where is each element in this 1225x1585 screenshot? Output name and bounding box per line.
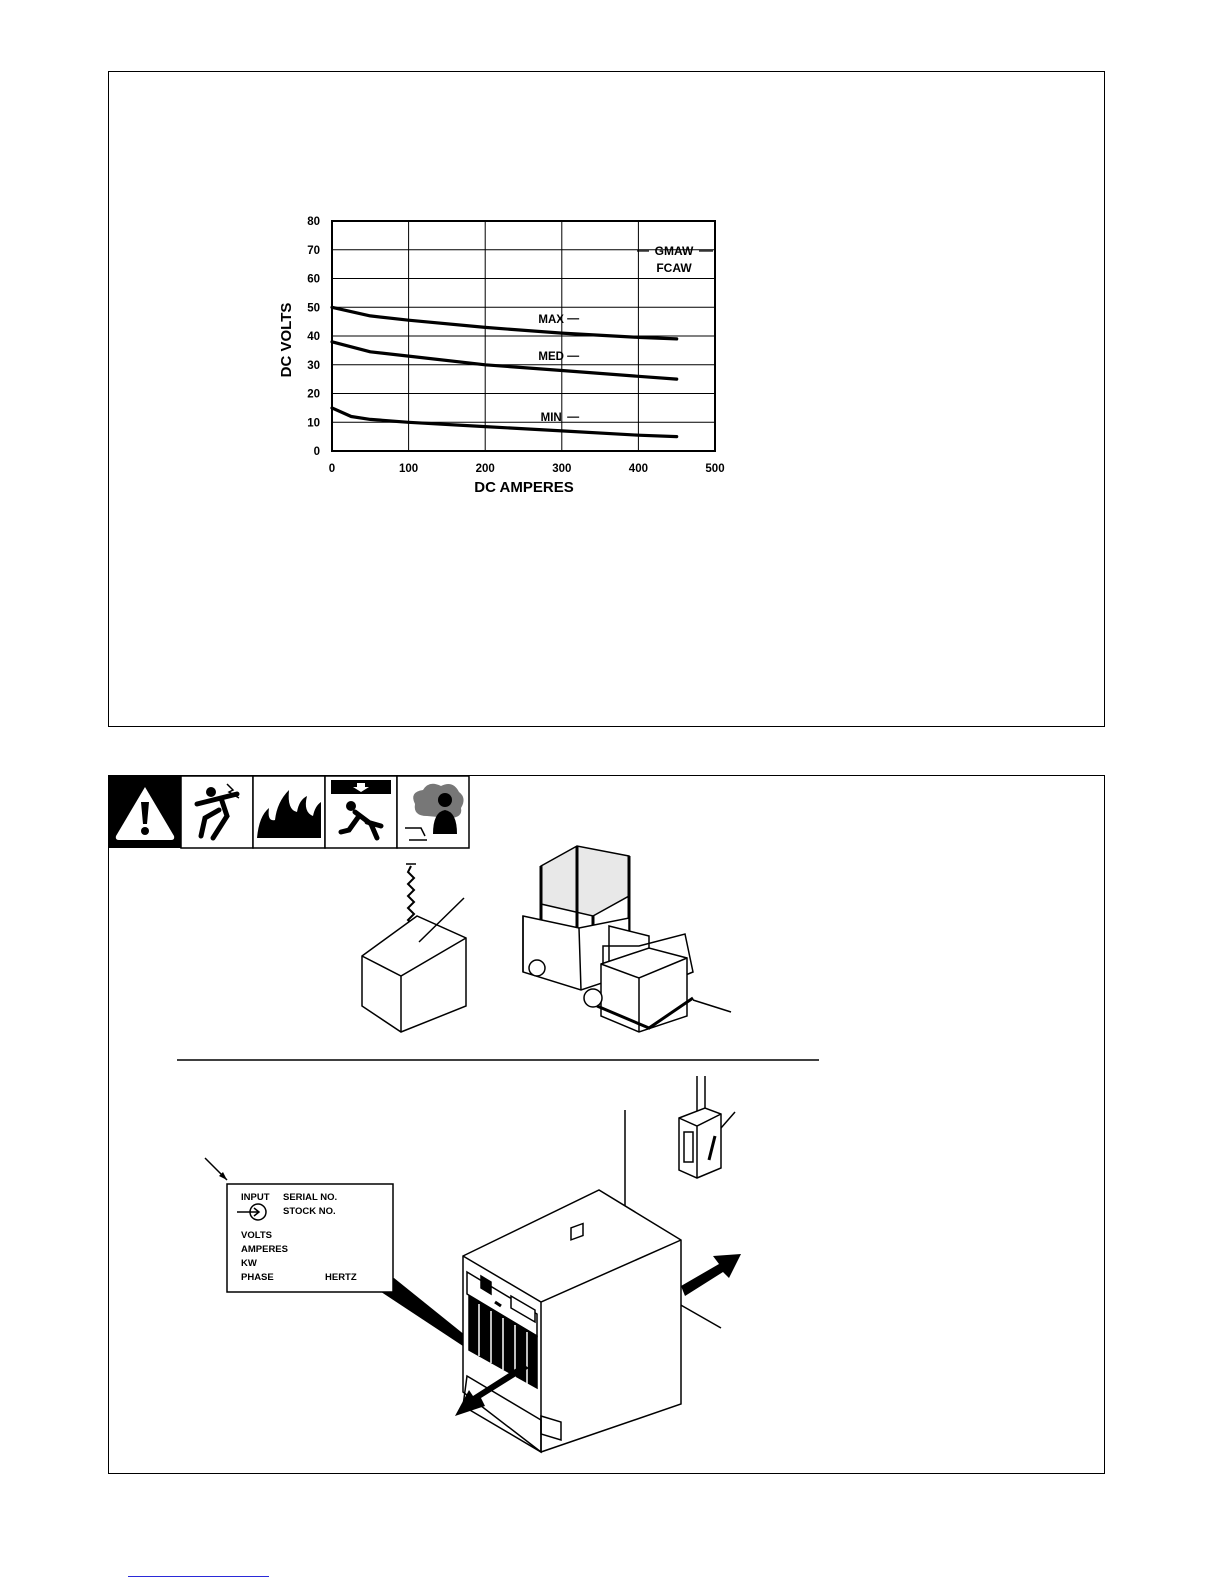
lifting-eye-illustration	[362, 864, 466, 1032]
falling-equipment-icon	[325, 776, 397, 848]
chart-series	[332, 307, 677, 436]
fumes-icon	[397, 776, 469, 848]
annotation-gmaw: GMAW	[654, 244, 694, 258]
y-tick-label: 10	[307, 417, 320, 430]
y-tick-label: 80	[307, 216, 320, 228]
y-tick-label: 60	[307, 273, 320, 286]
x-tick-label: 0	[328, 463, 336, 475]
x-axis-label: DC AMPERES	[474, 479, 574, 496]
annotation-fcaw: FCAW	[656, 261, 692, 275]
fire-icon	[253, 776, 325, 848]
y-axis-label: DC VOLTS	[278, 302, 295, 378]
y-tick-label: 30	[307, 359, 320, 372]
label-kw: KW	[241, 1258, 257, 1269]
x-tick-label: 100	[399, 463, 419, 475]
y-tick-label: 0	[313, 446, 320, 458]
series-line-max	[332, 307, 677, 339]
page-footer-rule	[128, 1576, 269, 1577]
electric-shock-icon	[181, 776, 253, 848]
x-tick-label: 300	[552, 463, 572, 475]
series-line-med	[332, 342, 677, 379]
x-tick-label: 200	[475, 463, 495, 475]
label-hertz: HERTZ	[325, 1272, 357, 1283]
label-phase: PHASE	[241, 1272, 274, 1283]
forklift-illustration	[523, 846, 731, 1032]
label-input: INPUT	[241, 1192, 270, 1203]
label-stock-no: STOCK NO.	[283, 1206, 336, 1217]
label-amperes: AMPERES	[241, 1244, 288, 1255]
label-volts: VOLTS	[241, 1230, 272, 1241]
label-serial-no: SERIAL NO.	[283, 1192, 338, 1203]
series-label-min: MIN	[540, 412, 562, 425]
rating-label-callout	[205, 1158, 481, 1350]
series-label-med: MED	[538, 351, 564, 364]
installation-illustration	[109, 776, 1103, 1472]
y-tick-label: 20	[307, 388, 320, 401]
y-tick-label: 40	[307, 331, 320, 343]
series-label-max: MAX	[538, 313, 564, 326]
disconnect-switch-illustration	[679, 1076, 735, 1178]
floor-line	[679, 1304, 721, 1328]
y-tick-label: 50	[307, 302, 320, 315]
volt-ampere-chart	[109, 72, 1103, 724]
x-tick-label: 400	[628, 463, 648, 475]
airflow-arrow-out	[681, 1254, 741, 1296]
warning-triangle-icon	[109, 776, 181, 848]
x-tick-label: 500	[705, 463, 725, 475]
volt-ampere-chart-frame	[108, 71, 1105, 727]
welding-unit-illustration	[463, 1190, 681, 1452]
y-tick-label: 70	[307, 244, 320, 257]
installation-frame	[108, 775, 1105, 1474]
safety-symbol-strip	[109, 776, 469, 848]
